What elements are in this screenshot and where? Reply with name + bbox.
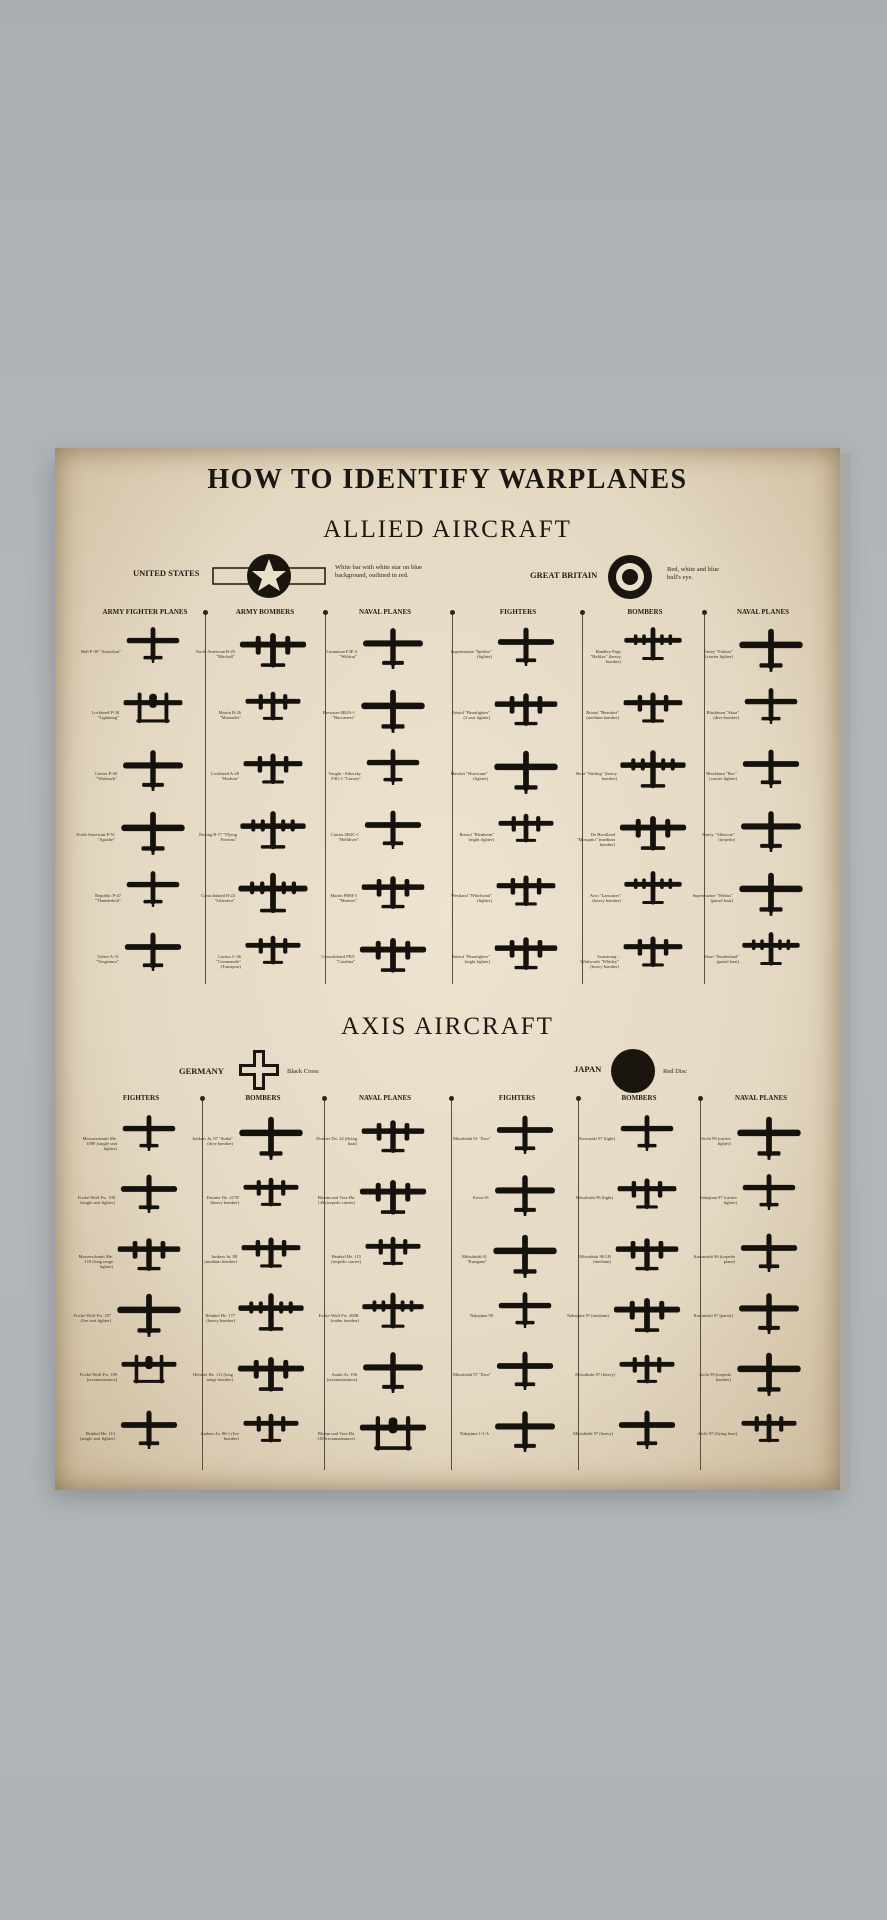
- allied-divider-marker: [580, 610, 585, 615]
- axis-aircraft-silhouette: [489, 1226, 561, 1278]
- poster-title: HOW TO IDENTIFY WARPLANES: [207, 464, 688, 495]
- axis-aircraft-silhouette: [113, 1285, 185, 1337]
- axis-aircraft-name: Heinkel He. 111 (long range bomber): [193, 1372, 233, 1383]
- axis-aircraft-name: Focke-Wulf Fw. 190 (single seat fighter): [77, 1195, 115, 1206]
- allied-column-heading: ARMY BOMBERS: [235, 608, 295, 616]
- allied-aircraft-name: Lockheed P-38 "Lightning": [91, 710, 119, 721]
- axis-column-divider: [202, 1100, 203, 1470]
- gb-label: GREAT BRITAIN: [530, 570, 598, 580]
- allied-aircraft-name: Bristol "Beaufighter" (2 seat fighter): [451, 710, 490, 721]
- axis-aircraft-silhouette: [361, 1285, 425, 1331]
- allied-aircraft-name: Curtiss C-46 "Commando" (Transport): [216, 954, 241, 970]
- axis-aircraft-name: Heinkel He. 113 (single seat fighter): [80, 1431, 115, 1442]
- axis-aircraft-name: Aichi 97 (flying boat): [697, 1431, 737, 1437]
- allied-aircraft-name: Bristol "Beaufort" (medium bomber): [586, 710, 619, 721]
- axis-divider-marker: [200, 1096, 205, 1101]
- allied-aircraft-silhouette: [357, 925, 429, 977]
- allied-aircraft-name: Bristol "Beaufighter" (night fighter): [451, 954, 490, 965]
- allied-aircraft-silhouette: [359, 620, 427, 669]
- axis-aircraft-silhouette: [359, 1344, 427, 1393]
- allied-aircraft-name: Armstrong - Whitworth "Whitley" (heavy bomber): [580, 954, 619, 970]
- axis-column-heading: FIGHTERS: [122, 1094, 160, 1102]
- axis-aircraft-silhouette: [491, 1403, 559, 1452]
- axis-column-divider: [700, 1100, 701, 1470]
- allied-aircraft-silhouette: [623, 864, 683, 907]
- axis-aircraft-name: Kawanishi 96 (torpedo plane): [693, 1254, 735, 1265]
- axis-aircraft-silhouette: [615, 1167, 679, 1213]
- allied-column-divider: [704, 614, 705, 984]
- red-disc-icon: [610, 1048, 656, 1094]
- allied-aircraft-name: Martin PBM-3 "Mariner": [330, 893, 357, 904]
- axis-aircraft-silhouette: [357, 1403, 429, 1455]
- allied-aircraft-name: Avro "Lancaster" (heavy bomber): [589, 893, 621, 904]
- axis-aircraft-silhouette: [119, 1108, 179, 1151]
- axis-column-divider: [451, 1100, 452, 1470]
- allied-aircraft-name: Curtiss SB2C-1 "Helldiver": [330, 832, 359, 843]
- allied-aircraft-silhouette: [492, 925, 560, 974]
- allied-aircraft-name: Bell P-39 "Airacobra": [81, 649, 121, 655]
- axis-aircraft-silhouette: [739, 1167, 799, 1210]
- allied-aircraft-silhouette: [243, 925, 303, 968]
- japan-label: JAPAN: [574, 1064, 602, 1074]
- allied-aircraft-name: Vought - Sikorsky F4U-1 "Corsair": [328, 771, 361, 782]
- japan-insignia-note: Red Disc: [663, 1068, 688, 1075]
- allied-aircraft-silhouette: [239, 803, 307, 852]
- allied-column-heading: BOMBERS: [627, 608, 663, 616]
- axis-aircraft-name: Blohm und Voss Ha. 140 (torpedo carrier): [317, 1195, 355, 1206]
- allied-aircraft-name: Handley-Page "Halifax" (heavy bomber): [590, 649, 621, 665]
- axis-aircraft-name: Mitsubishi 01 "Zero": [452, 1136, 491, 1142]
- axis-aircraft-name: Mitsubishi 96 (light): [575, 1195, 613, 1201]
- allied-aircraft-name: Fairey "Albacore" (torpedo): [702, 832, 735, 843]
- allied-aircraft-name: Grumman F4F-4 "Wildcat": [326, 649, 357, 660]
- axis-aircraft-name: Nakajima 97 (carrier fighter): [699, 1195, 737, 1206]
- allied-aircraft-name: Westland "Whirlwind" (fighter): [451, 893, 492, 904]
- allied-aircraft-name: Vultee A-31 "Vengeance": [95, 954, 119, 965]
- warplanes-poster: [55, 448, 840, 1490]
- axis-aircraft-name: Kawanishi 97 (patrol): [693, 1313, 733, 1319]
- axis-aircraft-name: Junkers Ju. 87 "Stuka" (dive bomber): [192, 1136, 233, 1147]
- axis-aircraft-silhouette: [733, 1344, 805, 1396]
- allied-divider-marker: [702, 610, 707, 615]
- axis-aircraft-silhouette: [241, 1403, 301, 1446]
- allied-aircraft-name: Blackburn "Roc" (carrier fighter): [706, 771, 737, 782]
- axis-aircraft-name: Mitsubishi 96 LR (medium): [579, 1254, 611, 1265]
- axis-aircraft-silhouette: [491, 1167, 559, 1216]
- allied-aircraft-name: Brewster SB2A-1 "Buccaneer": [322, 710, 355, 721]
- axis-aircraft-silhouette: [739, 1403, 799, 1446]
- allied-aircraft-silhouette: [117, 803, 189, 855]
- allied-column-divider: [325, 614, 326, 984]
- allied-aircraft-silhouette: [496, 803, 556, 846]
- axis-column-divider: [578, 1100, 579, 1470]
- axis-aircraft-name: Focke-Wulf Fw. 189 (reconnaissance): [79, 1372, 117, 1383]
- allied-column-heading: NAVAL PLANES: [736, 608, 790, 616]
- allied-aircraft-name: De Havilland "Mosquito" (medium bomber): [576, 832, 615, 848]
- axis-aircraft-name: Kawasaki 97 (light): [579, 1136, 615, 1142]
- germany-label: GERMANY: [179, 1066, 224, 1076]
- axis-aircraft-silhouette: [117, 1403, 181, 1449]
- axis-column-divider: [324, 1100, 325, 1470]
- axis-aircraft-silhouette: [613, 1226, 681, 1275]
- axis-aircraft-silhouette: [493, 1344, 557, 1390]
- axis-aircraft-name: Heinkel He. 177 (heavy bomber): [205, 1313, 235, 1324]
- allied-aircraft-silhouette: [494, 620, 558, 666]
- axis-aircraft-name: Nakajima 97 (medium): [567, 1313, 609, 1319]
- allied-aircraft-silhouette: [357, 681, 429, 733]
- axis-aircraft-name: Mitsubishi 97 (heavy): [573, 1431, 613, 1437]
- axis-column-heading: NAVAL PLANES: [358, 1094, 412, 1102]
- allied-aircraft-silhouette: [621, 681, 685, 727]
- allied-aircraft-name: Curtiss P-40 "Warhawk": [94, 771, 117, 782]
- axis-aircraft-silhouette: [237, 1285, 305, 1334]
- allied-aircraft-name: Short "Sunderland" (patrol boat): [703, 954, 739, 965]
- allied-aircraft-silhouette: [617, 803, 689, 855]
- allied-aircraft-silhouette: [241, 742, 305, 788]
- axis-aircraft-silhouette: [235, 1344, 307, 1396]
- allied-aircraft-silhouette: [121, 925, 185, 971]
- axis-aircraft-name: Mitsubishi 97 (heavy): [575, 1372, 615, 1378]
- allied-aircraft-silhouette: [237, 864, 309, 916]
- axis-aircraft-silhouette: [241, 1167, 301, 1210]
- allied-aircraft-silhouette: [621, 925, 685, 971]
- allied-aircraft-name: Supermarine "Spitfire" (fighter): [450, 649, 492, 660]
- allied-aircraft-silhouette: [359, 864, 427, 913]
- axis-aircraft-silhouette: [115, 1226, 183, 1275]
- allied-column-divider: [582, 614, 583, 984]
- allied-aircraft-name: Fairey "Fulmar" (carrier fighter): [703, 649, 733, 660]
- allied-aircraft-name: Supermarine "Walrus" (patrol boat): [692, 893, 733, 904]
- allied-aircraft-silhouette: [619, 742, 687, 791]
- allied-aircraft-silhouette: [490, 742, 562, 794]
- allied-aircraft-name: Boeing B-17 "Flying Fortress": [199, 832, 237, 843]
- axis-aircraft-silhouette: [617, 1344, 677, 1387]
- axis-aircraft-name: Arado Ar. 196 (reconnaissance): [326, 1372, 357, 1383]
- axis-aircraft-name: Mitsubishi 01 "Karigane": [462, 1254, 487, 1265]
- axis-aircraft-name: Mitsubishi 97 "Zero": [452, 1372, 491, 1378]
- axis-aircraft-name: Dornier Do. 217E (heavy bomber): [206, 1195, 239, 1206]
- axis-aircraft-silhouette: [119, 1344, 179, 1387]
- allied-aircraft-silhouette: [123, 864, 183, 907]
- axis-column-heading: BOMBERS: [621, 1094, 657, 1102]
- axis-aircraft-name: Heinkel He. 115 (torpedo carrier): [331, 1254, 361, 1265]
- allied-aircraft-name: Consolidated PBY "Catalina": [321, 954, 355, 965]
- us-insignia-note: White bar with white star on blue background, outlined in red.: [335, 564, 423, 579]
- allied-aircraft-silhouette: [361, 803, 425, 849]
- allied-divider-marker: [323, 610, 328, 615]
- allied-aircraft-name: Lockheed A-28 "Hudson": [211, 771, 239, 782]
- axis-aircraft-silhouette: [493, 1108, 557, 1154]
- axis-aircraft-silhouette: [611, 1285, 683, 1337]
- allied-aircraft-silhouette: [494, 864, 558, 910]
- axis-column-heading: NAVAL PLANES: [734, 1094, 788, 1102]
- allied-aircraft-silhouette: [735, 620, 807, 672]
- allied-aircraft-silhouette: [363, 742, 423, 785]
- allied-aircraft-name: North American P-51 "Apache": [76, 832, 115, 843]
- allied-aircraft-silhouette: [123, 620, 183, 663]
- allied-aircraft-silhouette: [121, 681, 185, 727]
- allied-column-divider: [452, 614, 453, 984]
- allied-aircraft-silhouette: [237, 620, 309, 672]
- axis-divider-marker: [576, 1096, 581, 1101]
- axis-aircraft-silhouette: [363, 1226, 423, 1269]
- axis-aircraft-name: Focke-Wulf Fw. 187 (fire seat fighter): [73, 1313, 111, 1324]
- axis-aircraft-name: Nakajima 99: [469, 1313, 493, 1319]
- axis-aircraft-name: Junkers Ju. 88 (medium bomber): [204, 1254, 237, 1265]
- axis-section-title: AXIS AIRCRAFT: [341, 1013, 554, 1040]
- allied-aircraft-silhouette: [623, 620, 683, 663]
- allied-aircraft-silhouette: [741, 925, 801, 968]
- allied-column-divider: [205, 614, 206, 984]
- allied-aircraft-silhouette: [492, 681, 560, 730]
- allied-aircraft-silhouette: [119, 742, 187, 791]
- axis-aircraft-silhouette: [735, 1285, 803, 1334]
- allied-aircraft-name: Blackburn "Skua" (dive bomber): [706, 710, 739, 721]
- axis-aircraft-silhouette: [357, 1167, 429, 1219]
- axis-aircraft-name: Aichi 99 (carrier fighter): [701, 1136, 731, 1147]
- axis-aircraft-silhouette: [495, 1285, 555, 1328]
- gb-roundel-icon: [607, 554, 653, 600]
- axis-aircraft-name: Focke-Wulf Fw. 200K (raider bomber): [318, 1313, 359, 1324]
- axis-aircraft-silhouette: [733, 1108, 805, 1160]
- axis-aircraft-silhouette: [737, 1226, 801, 1272]
- us-roundel-icon: [211, 552, 327, 600]
- axis-divider-marker: [322, 1096, 327, 1101]
- allied-column-heading: FIGHTERS: [499, 608, 537, 616]
- axis-aircraft-silhouette: [239, 1226, 303, 1272]
- allied-aircraft-silhouette: [741, 681, 801, 724]
- allied-aircraft-silhouette: [737, 803, 805, 852]
- allied-divider-marker: [203, 610, 208, 615]
- axis-divider-marker: [698, 1096, 703, 1101]
- allied-aircraft-name: Martin B-26 "Marauder": [218, 710, 241, 721]
- allied-aircraft-silhouette: [739, 742, 803, 788]
- axis-aircraft-silhouette: [359, 1108, 427, 1157]
- axis-aircraft-silhouette: [615, 1403, 679, 1449]
- axis-aircraft-name: Kawa 01: [472, 1195, 489, 1201]
- axis-aircraft-silhouette: [117, 1167, 181, 1213]
- poster-canvas-edge: [840, 454, 850, 1490]
- allied-section-title: ALLIED AIRCRAFT: [323, 516, 572, 543]
- black-cross-icon: [238, 1049, 280, 1091]
- axis-aircraft-name: Aichi 99 (torpedo bomber): [699, 1372, 731, 1383]
- gb-insignia-note: Red, white and blue bull's eye.: [667, 566, 719, 581]
- axis-aircraft-silhouette: [235, 1108, 307, 1160]
- allied-column-heading: ARMY FIGHTER PLANES: [102, 608, 188, 616]
- us-label: UNITED STATES: [133, 568, 200, 578]
- allied-aircraft-name: Hawker "Hurricane" (fighter): [450, 771, 488, 782]
- axis-aircraft-name: Junkers Ju. 86-1 (fire bomber): [200, 1431, 239, 1442]
- axis-aircraft-name: Nakajima 1/1-A: [459, 1431, 489, 1437]
- allied-divider-marker: [450, 610, 455, 615]
- axis-column-heading: BOMBERS: [245, 1094, 281, 1102]
- axis-aircraft-name: Dornier Do. 24 (flying boat): [316, 1136, 357, 1147]
- allied-aircraft-name: North American B-25 "Mitchell": [195, 649, 235, 660]
- allied-aircraft-silhouette: [243, 681, 303, 724]
- germany-insignia-note: Black Cross: [287, 1068, 319, 1075]
- allied-aircraft-silhouette: [735, 864, 807, 916]
- axis-aircraft-name: Messerschmitt Me. 110 (long range fighter): [78, 1254, 113, 1270]
- allied-aircraft-name: Short "Stirling" (heavy bomber): [575, 771, 617, 782]
- axis-aircraft-name: Blohm und Voss Ha. 138 (reconnaissance): [316, 1431, 355, 1442]
- allied-column-heading: NAVAL PLANES: [358, 608, 412, 616]
- allied-aircraft-name: Republic P-47 "Thunderbolt": [95, 893, 121, 904]
- allied-aircraft-name: Bristol "Blenheim" (night fighter): [459, 832, 494, 843]
- axis-aircraft-silhouette: [617, 1108, 677, 1151]
- axis-aircraft-name: Messerschmitt Me. 109F (single seat fighter): [82, 1136, 117, 1152]
- axis-divider-marker: [449, 1096, 454, 1101]
- axis-column-heading: FIGHTERS: [498, 1094, 536, 1102]
- allied-aircraft-name: Consolidated B-24 "Liberator": [201, 893, 235, 904]
